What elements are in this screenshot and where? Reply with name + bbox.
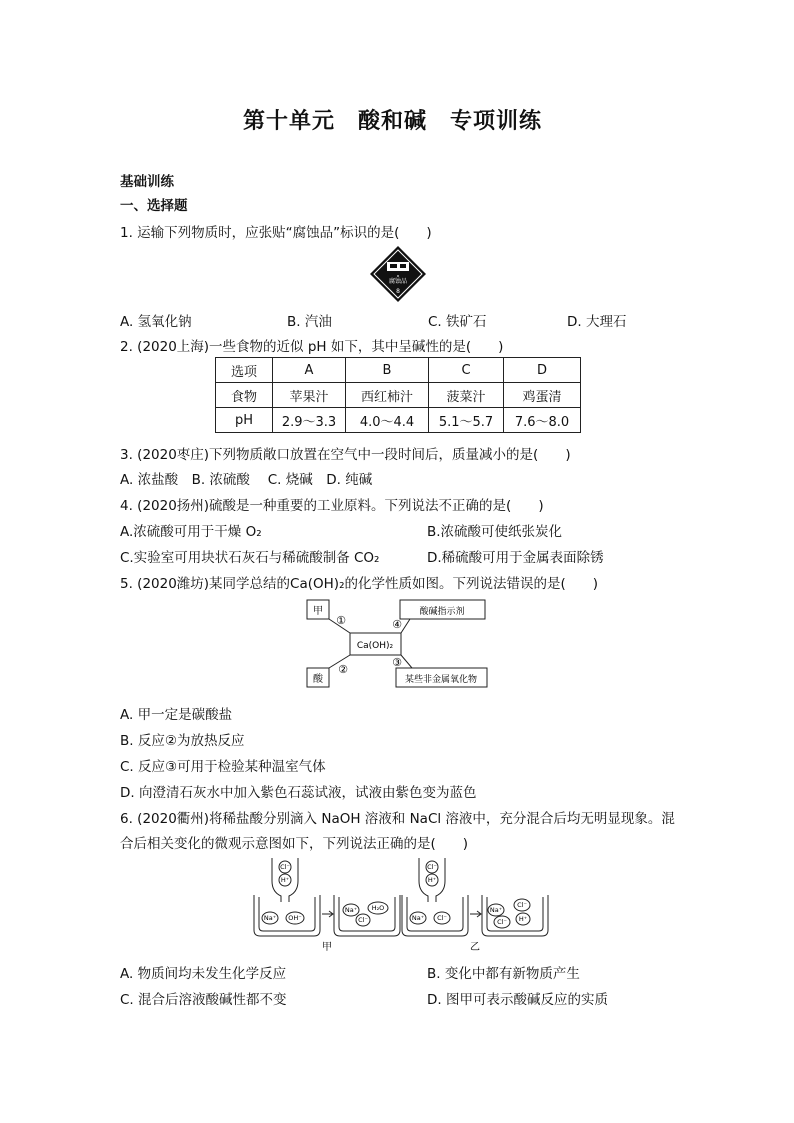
- table-cell: 鸡蛋清: [504, 383, 581, 408]
- ion-cl: Cl⁻: [280, 863, 290, 871]
- q2-stem: 2. (2020上海)一些食物的近似 pH 如下，其中呈碱性的是( ): [120, 339, 504, 355]
- table-cell: 7.6～8.0: [504, 408, 581, 433]
- q6-option-d: D. 图甲可表示酸碱反应的实质: [427, 992, 608, 1008]
- label-yi: 乙: [470, 942, 480, 953]
- ion-cl: Cl⁻: [358, 916, 368, 924]
- q1-option-b: B. 汽油: [287, 314, 332, 330]
- q6-stem-line1: 6. (2020衢州)将稀盐酸分别滴入 NaOH 溶液和 NaCl 溶液中，充分混合后均无明显现象。混: [120, 811, 675, 827]
- corrosive-sign-icon: [369, 245, 427, 303]
- ion-oh: OH⁻: [288, 914, 302, 922]
- q1-option-d: D. 大理石: [567, 314, 627, 330]
- sign-text: 腐蚀品: [388, 278, 408, 285]
- part-heading: 一、选择题: [120, 198, 188, 214]
- table-cell: C: [429, 358, 504, 383]
- q1-option-a: A. 氢氧化钠: [120, 314, 192, 330]
- ion-cl: Cl⁻: [517, 901, 527, 909]
- q3-stem: 3. (2020枣庄)下列物质敞口放置在空气中一段时间后，质量减小的是( ): [120, 447, 571, 463]
- ion-h: H⁺: [518, 915, 528, 923]
- microscopic-diagram: [250, 856, 556, 954]
- table-cell: 2.9～3.3: [273, 408, 346, 433]
- table-cell: D: [504, 358, 581, 383]
- q6-option-c: C. 混合后溶液酸碱性都不变: [120, 992, 287, 1008]
- q5-option-b: B. 反应②为放热反应: [120, 733, 245, 749]
- node-indicator: 酸碱指示剂: [419, 607, 465, 617]
- q5-option-d: D. 向澄清石灰水中加入紫色石蕊试液，试液由紫色变为蓝色: [120, 785, 477, 801]
- node-jia: 甲: [313, 606, 323, 617]
- ion-cl: Cl⁻: [437, 914, 447, 922]
- q4-option-d: D.稀硫酸可用于金属表面除锈: [427, 550, 604, 566]
- node-acid: 酸: [313, 674, 323, 685]
- q4-option-c: C.实验室可用块状石灰石与稀硫酸制备 CO₂: [120, 550, 380, 566]
- q5-option-a: A. 甲一定是碳酸盐: [120, 707, 233, 723]
- table-cell: 菠菜汁: [429, 383, 504, 408]
- table-cell: 食物: [216, 383, 273, 408]
- ion-na: Na⁺: [344, 906, 358, 914]
- table-row: [216, 383, 581, 408]
- table-cell: B: [346, 358, 429, 383]
- sign-number: 8: [396, 288, 400, 295]
- q1-option-c: C. 铁矿石: [428, 314, 487, 330]
- table-row: [216, 358, 581, 383]
- q6-option-b: B. 变化中都有新物质产生: [427, 966, 580, 982]
- label-4: ④: [392, 618, 402, 631]
- q6-option-a: A. 物质间均未发生化学反应: [120, 966, 287, 982]
- label-jia: 甲: [322, 942, 332, 953]
- table-cell: pH: [216, 408, 273, 433]
- q4-option-a: A.浓硫酸可用于干燥 O₂: [120, 524, 262, 540]
- ion-cl: Cl⁻: [497, 918, 507, 926]
- ion-h: H⁺: [280, 876, 290, 884]
- q3-options: A. 浓盐酸 B. 浓硫酸 C. 烧碱 D. 纯碱: [120, 472, 373, 488]
- table-cell: 选项: [216, 358, 273, 383]
- ion-na: Na⁺: [489, 906, 503, 914]
- label-3: ③: [392, 656, 402, 669]
- node-caoh2: Ca(OH)₂: [356, 641, 394, 651]
- ion-h: H⁺: [427, 876, 437, 884]
- q5-stem: 5. (2020潍坊)某同学总结的Ca(OH)₂的化学性质如图。下列说法错误的是( ): [120, 576, 599, 592]
- q4-option-b: B.浓硫酸可使纸张炭化: [427, 524, 563, 540]
- section-heading: 基础训练: [120, 174, 174, 190]
- ion-na: Na⁺: [263, 914, 277, 922]
- table-row: [216, 408, 581, 433]
- ion-cl: Cl⁻: [427, 863, 437, 871]
- table-cell: 苹果汁: [273, 383, 346, 408]
- page-title: 第十单元 酸和碱 专项训练: [243, 108, 543, 134]
- table-cell: 4.0～4.4: [346, 408, 429, 433]
- table-cell: A: [273, 358, 346, 383]
- q5-option-c: C. 反应③可用于检验某种温室气体: [120, 759, 326, 775]
- table-cell: 西红柿汁: [346, 383, 429, 408]
- ion-na: Na⁺: [411, 914, 425, 922]
- label-1: ①: [336, 614, 346, 627]
- caoh2-diagram: [300, 595, 495, 693]
- node-nonmetal-oxide: 某些非金属氧化物: [404, 675, 478, 685]
- q1-stem: 1. 运输下列物质时，应张贴“腐蚀品”标识的是( ): [120, 225, 432, 241]
- q6-stem-line2: 合后相关变化的微观示意图如下，下列说法正确的是( ): [120, 836, 469, 852]
- molecule-h2o: H₂O: [371, 904, 385, 912]
- label-2: ②: [338, 663, 348, 676]
- table-cell: 5.1～5.7: [429, 408, 504, 433]
- q4-stem: 4. (2020扬州)硫酸是一种重要的工业原料。下列说法不正确的是( ): [120, 498, 544, 514]
- ph-table: [215, 357, 581, 433]
